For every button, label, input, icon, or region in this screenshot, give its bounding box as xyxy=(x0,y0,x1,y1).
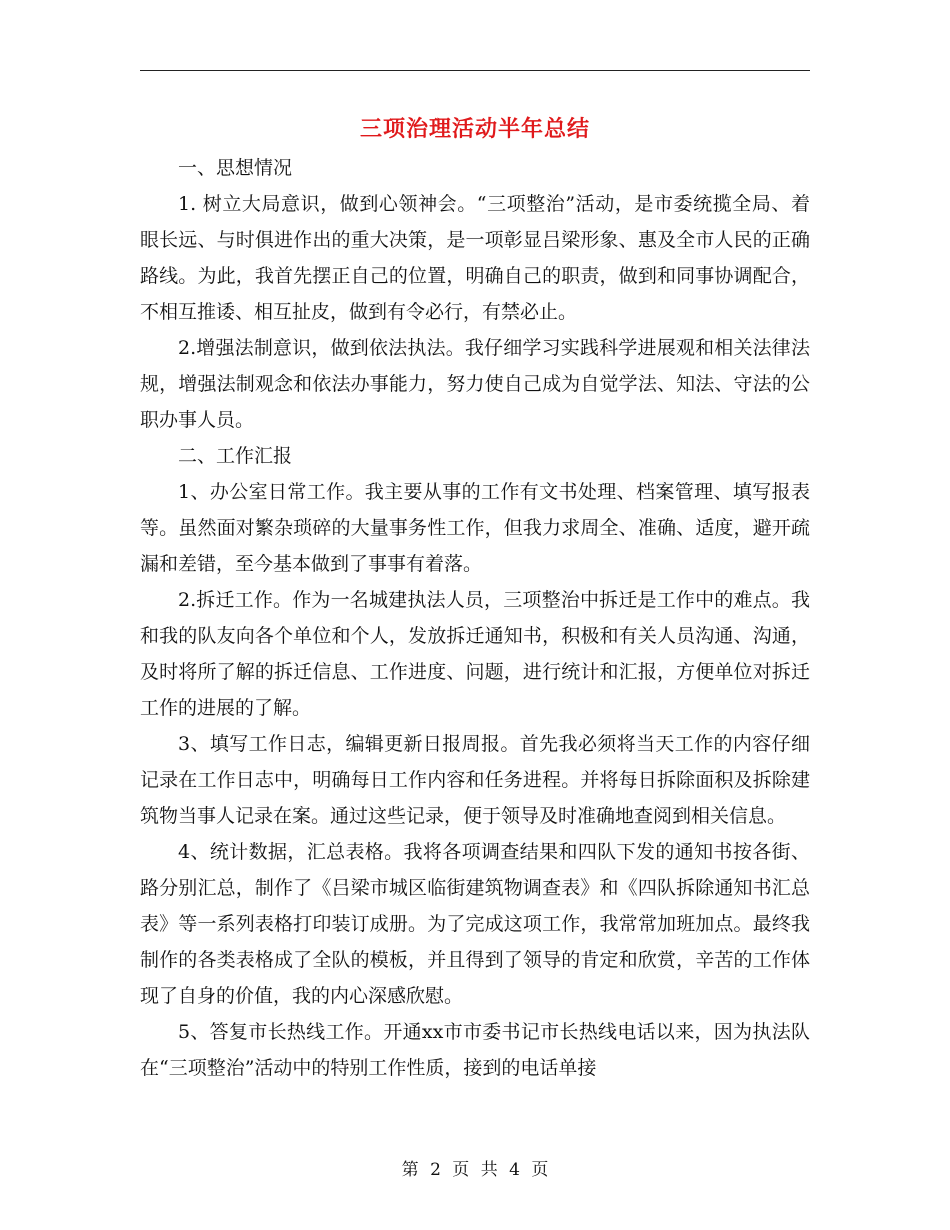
paragraph-work-log: 3、填写工作日志，编辑更新日报周报。首先我必须将当天工作的内容仔细记录在工作日志中，明确每日工作内容和任务进程。并将每日拆除面积及拆除建筑物当事人记录在案。通过这些记录，便于领导及时准确地查阅到相关信息。 xyxy=(140,733,810,827)
page-number: 第 2 页 共 4 页 xyxy=(401,1160,549,1180)
paragraph-statistics: 4、统计数据，汇总表格。我将各项调查结果和四队下发的通知书按各街、路分别汇总，制作了《吕梁市城区临街建筑物调查表》和《四队拆除通知书汇总表》等一系列表格打印装订成册。为了完成这项工作，我常常加班加点。最终我制作的各类表格成了全队的模板，并且得到了领导的肯定和欣赏，辛苦的工作体现了自身的价值，我的内心深感欣慰。 xyxy=(140,841,810,1007)
paragraph-legal-awareness: 2.增强法制意识，做到依法执法。我仔细学习实践科学进展观和相关法律法规，增强法制观念和依法办事能力，努力使自己成为自觉学法、知法、守法的公职办事人员。 xyxy=(140,337,810,431)
paragraph-overall-awareness: 1. 树立大局意识，做到心领神会。“三项整治”活动，是市委统揽全局、着眼长远、与时俱进作出的重大决策，是一项彰显吕梁形象、惠及全市人民的正确路线。为此，我首先摆正自己的位置，明确自己的职责，做到和同事协调配合，不相互推诿、相互扯皮，做到有令必行，有禁必止。 xyxy=(140,193,810,323)
paragraph-hotline: 5、答复市长热线工作。开通xx市市委书记市长热线电话以来，因为执法队在“三项整治”活动中的特别工作性质，接到的电话单接 xyxy=(140,1021,810,1079)
paragraph-office-work: 1、办公室日常工作。我主要从事的工作有文书处理、档案管理、填写报表等。虽然面对繁杂琐碎的大量事务性工作，但我力求周全、准确、适度，避开疏漏和差错，至今基本做到了事事有着落。 xyxy=(140,481,810,575)
section-heading-work-report: 二、工作汇报 xyxy=(178,445,293,467)
section-heading-thoughts: 一、思想情况 xyxy=(178,157,293,179)
paragraph-demolition-work: 2.拆迁工作。作为一名城建执法人员，三项整治中拆迁是工作中的难点。我和我的队友向各个单位和个人，发放拆迁通知书，积极和有关人员沟通、沟通，及时将所了解的拆迁信息、工作进度、问题，进行统计和汇报，方便单位对拆迁工作的进展的了解。 xyxy=(140,589,810,719)
document-body xyxy=(140,150,810,1086)
document-title: 三项治理活动半年总结 xyxy=(359,116,590,142)
header-rule xyxy=(140,70,810,71)
